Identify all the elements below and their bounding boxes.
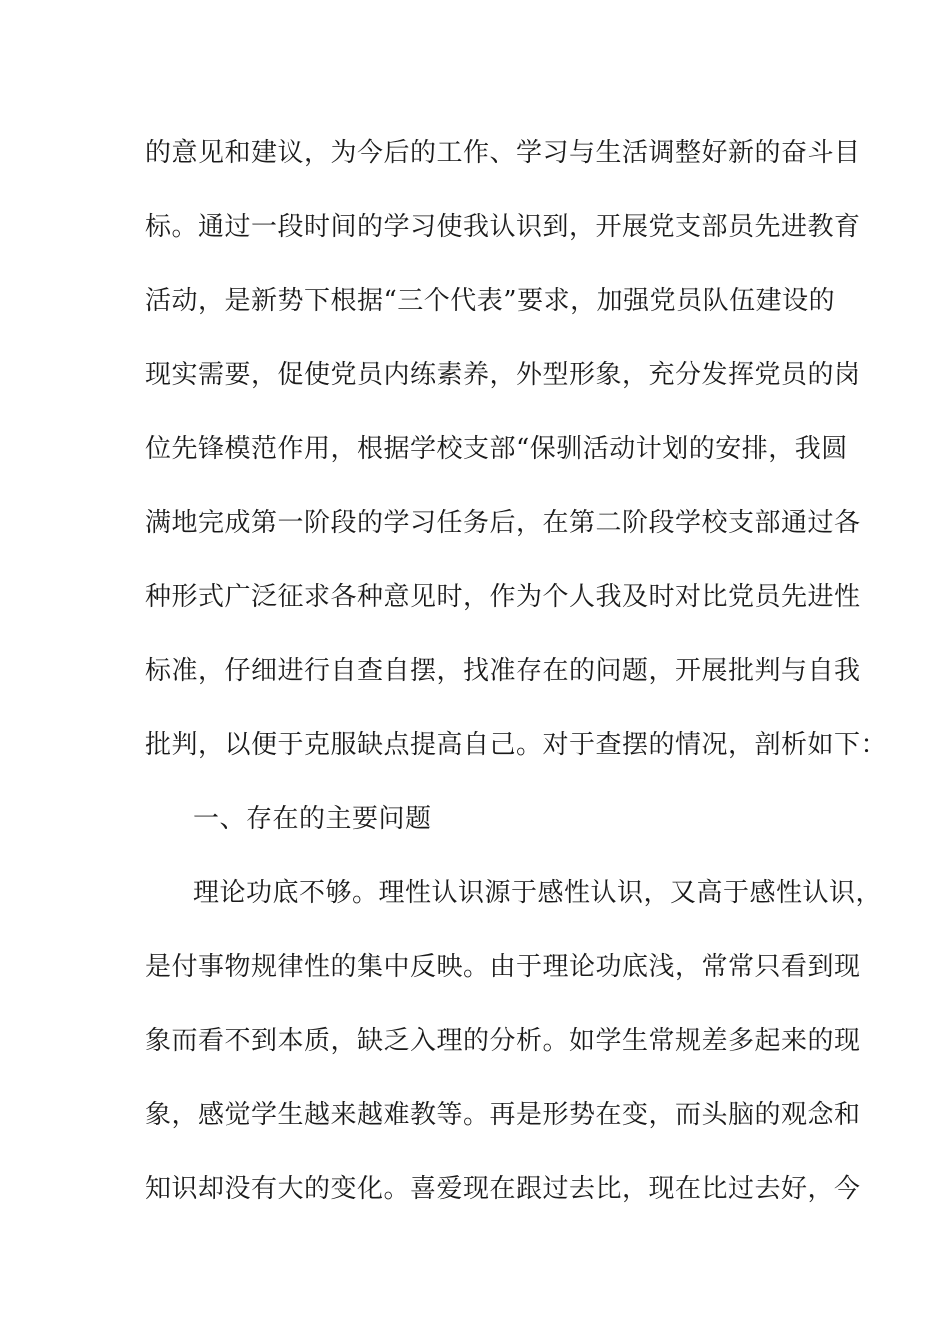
text-line: 知识却没有大的变化。喜爱现在跟过去比，现在比过去好，今 — [145, 1174, 861, 1204]
text-line: 满地完成第一阶段的学习任务后，在第二阶段学校支部通过各 — [145, 508, 861, 538]
text-line: 标准，仔细进行自查自摆，找准存在的问题，开展批判与自我 — [145, 656, 861, 686]
text-line: 批判，以便于克服缺点提高自己。对于查摆的情况，剖析如下： — [145, 730, 888, 760]
text-line: 活动，是新势下根据“三个代表”要求，加强党员队伍建设的 — [145, 286, 836, 316]
text-line: 象而看不到本质，缺乏入理的分析。如学生常规差多起来的现 — [145, 1026, 861, 1056]
text-line: 是付事物规律性的集中反映。由于理论功底浅，常常只看到现 — [145, 952, 861, 982]
paragraph-first-line: 理论功底不够。理性认识源于感性认识，又高于感性认识， — [193, 878, 883, 908]
text-line: 位先锋模范作用，根据学校支部“保驯活动计划的安排，我圆 — [145, 434, 848, 464]
text-line: 象，感觉学生越来越难教等。再是形势在变，而头脑的观念和 — [145, 1100, 861, 1130]
text-line: 的意见和建议，为今后的工作、学习与生活调整好新的奋斗目 — [145, 138, 861, 168]
text-line: 种形式广泛征求各种意见时，作为个人我及时对比党员先进性 — [145, 582, 861, 612]
section-heading: 一、存在的主要问题 — [193, 804, 432, 834]
text-line: 现实需要，促使党员内练素养，外型形象，充分发挥党员的岗 — [145, 360, 861, 390]
text-line: 标。通过一段时间的学习使我认识到，开展党支部员先进教育 — [145, 212, 861, 242]
